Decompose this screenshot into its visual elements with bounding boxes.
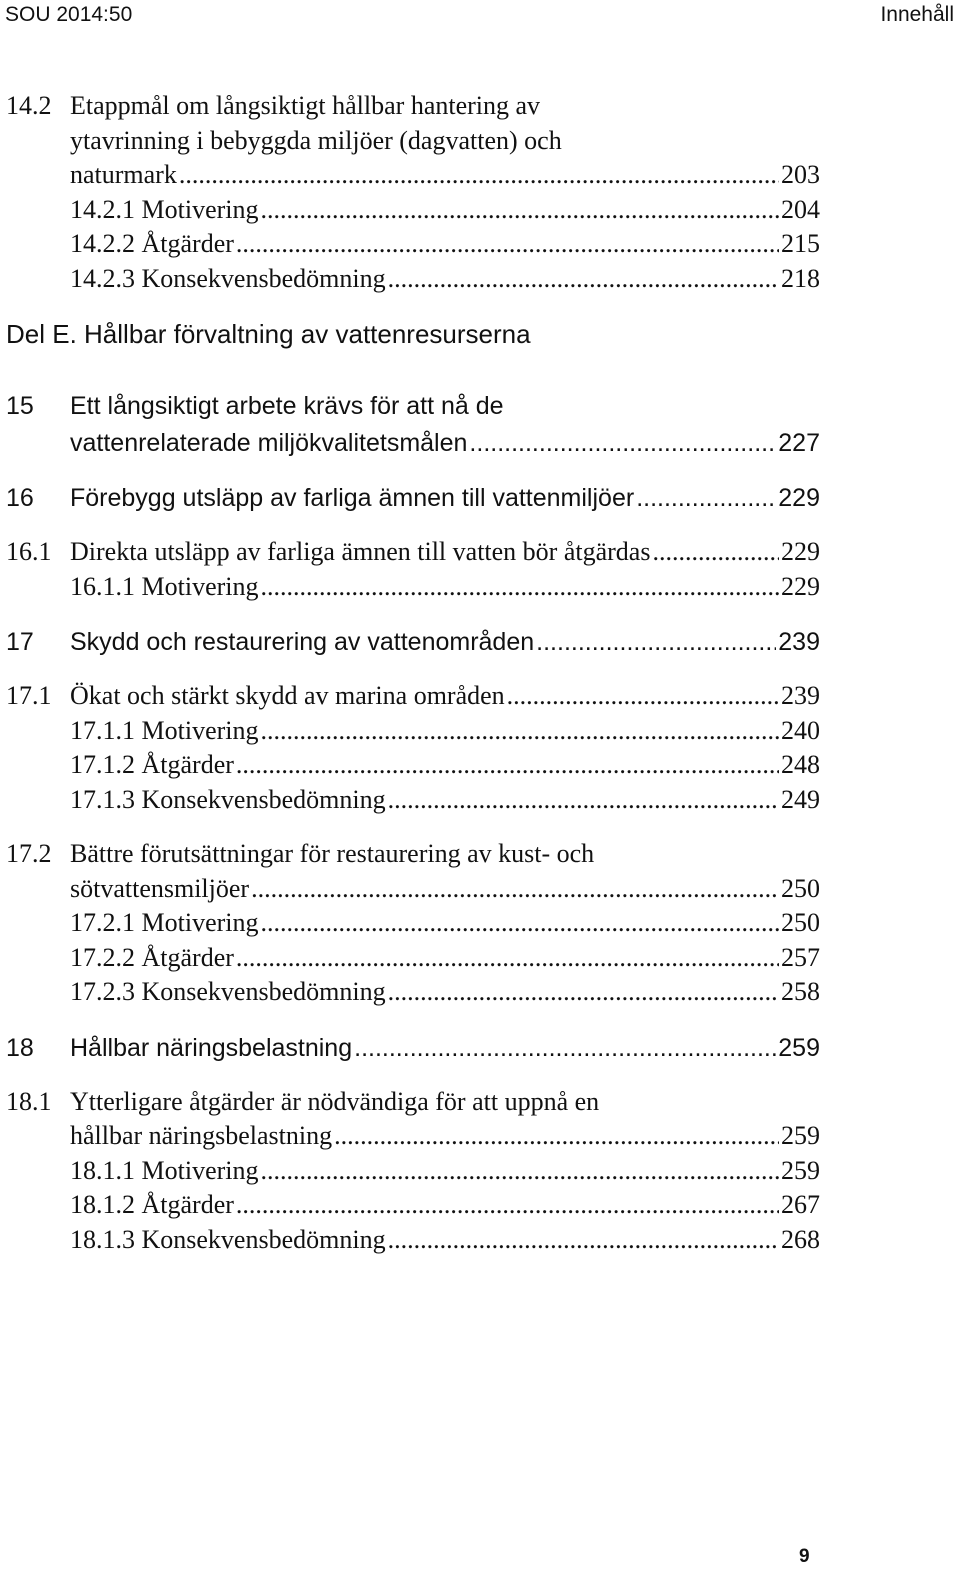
toc-dot-leader [236, 941, 779, 976]
toc-page-number: 259 [778, 1033, 820, 1062]
toc-entry-number: 17 [6, 628, 34, 656]
toc-entry-line [70, 975, 820, 1010]
toc-entry-title: ytavrinning i bebyggda miljöer (dagvatten) och [70, 125, 562, 155]
toc-entry-line [70, 480, 820, 517]
toc-dot-leader [261, 714, 780, 749]
toc-subsection-entry[interactable] [6, 714, 820, 749]
toc-entry-title: 18.1.2 Åtgärder [70, 1190, 234, 1219]
toc-entry-title: 17.1.2 Åtgärder [70, 750, 234, 779]
page-number: 9 [799, 1546, 810, 1567]
toc-entry-title: Ytterligare åtgärder är nödvändiga för att uppnå en [70, 1086, 600, 1116]
toc-dot-leader [334, 1119, 779, 1154]
toc-dot-leader [236, 748, 779, 783]
toc-entry-title: Ett långsiktigt arbete krävs för att nå de [70, 392, 504, 420]
toc-dot-leader [354, 1030, 776, 1067]
toc-entry-title: naturmark [70, 160, 177, 189]
toc-dot-leader [236, 227, 779, 262]
toc-entry-body [70, 388, 820, 462]
toc-page-number: 227 [778, 429, 820, 457]
toc-entry-title: Hållbar näringsbelastning [70, 1033, 353, 1062]
toc-section-entry[interactable] [6, 679, 820, 714]
toc-entry-body [70, 227, 820, 262]
toc-entry-body [70, 1030, 820, 1067]
toc-entry-number: 14.2 [6, 91, 52, 120]
toc-entry-line [70, 837, 820, 872]
toc-subsection-entry[interactable] [6, 1188, 820, 1223]
toc-entry-body [70, 1188, 820, 1223]
toc-section-entry[interactable] [6, 1085, 820, 1154]
toc-entry-body [70, 570, 820, 605]
toc-entry-body [70, 679, 820, 714]
toc-entry-title: 17.1.1 Motivering [70, 715, 259, 745]
toc-dot-leader [652, 535, 779, 570]
toc-dot-leader [536, 624, 776, 661]
toc-entry-line [70, 872, 820, 907]
toc-entry-number: 15 [6, 392, 34, 420]
toc-entry-body [70, 906, 820, 941]
toc-page-number: 229 [781, 537, 820, 566]
toc-entry-body [70, 837, 820, 906]
toc-entry-line [70, 624, 820, 661]
toc-entry-body [70, 748, 820, 783]
toc-entry-line [70, 906, 820, 941]
toc-entry-line [70, 748, 820, 783]
toc-entry-line [70, 714, 820, 749]
toc-entry-number: 17.1 [6, 681, 52, 710]
toc-entry-title: Skydd och restaurering av vattenområden [70, 628, 535, 656]
toc-page-number: 268 [781, 1224, 820, 1254]
toc-subsection-entry[interactable] [6, 193, 820, 228]
toc-dot-leader [388, 1223, 779, 1258]
toc-page-number: 229 [778, 484, 820, 512]
toc-entry-body [70, 1154, 820, 1189]
toc-entry-line [70, 783, 820, 818]
toc-entry-title: Ökat och stärkt skydd av marina områden [70, 681, 505, 710]
toc-subsection-entry[interactable] [6, 975, 820, 1010]
toc-dot-leader [388, 262, 779, 297]
toc-entry-line [70, 388, 820, 425]
toc-page-number: 249 [781, 784, 820, 814]
toc-entry-title: Förebygg utsläpp av farliga ämnen till vattenmiljöer [70, 484, 635, 512]
toc-entry-title: 14.2.3 Konsekvensbedömning [70, 263, 386, 293]
toc-dot-leader [236, 1188, 779, 1223]
toc-entry-line [70, 262, 820, 297]
toc-chapter-entry[interactable] [6, 388, 820, 462]
toc-dot-leader [469, 425, 776, 462]
toc-entry-line [70, 124, 820, 159]
toc-page-number: 248 [781, 750, 820, 779]
toc-entry-title: hållbar näringsbelastning [70, 1121, 333, 1150]
toc-page-number: 204 [781, 194, 820, 224]
toc-entry-body [70, 1223, 820, 1258]
toc-entry-line [70, 1223, 820, 1258]
toc-entry-line [70, 570, 820, 605]
toc-entry-line [70, 1188, 820, 1223]
toc-entry-line [70, 941, 820, 976]
toc-page-number: 239 [778, 628, 820, 656]
toc-dot-leader [261, 570, 780, 605]
toc-section-entry[interactable] [6, 837, 820, 906]
toc-subsection-entry[interactable] [6, 941, 820, 976]
toc-section-title: Del E. Hållbar förvaltning av vattenresurserna [6, 319, 531, 349]
toc-section-entry[interactable] [6, 89, 820, 193]
toc-entry-body [70, 941, 820, 976]
toc-entry-body [70, 624, 820, 661]
toc-entry-number: 18.1 [6, 1086, 52, 1116]
toc-chapter-entry[interactable] [6, 1030, 820, 1067]
toc-page-number: 240 [781, 715, 820, 745]
toc-entry-line [70, 535, 820, 570]
toc-entry-title: sötvattensmiljöer [70, 873, 250, 903]
toc-dot-leader [261, 906, 780, 941]
toc-entry-body [70, 89, 820, 193]
toc-entry-line [70, 227, 820, 262]
toc-entry-line [70, 158, 820, 193]
toc-page-number: 258 [781, 977, 820, 1006]
toc-subsection-entry[interactable] [6, 748, 820, 783]
toc-entry-number: 17.2 [6, 839, 52, 868]
toc-entry-body [70, 714, 820, 749]
toc-entry-title: 18.1.1 Motivering [70, 1155, 259, 1185]
toc-subsection-entry[interactable] [6, 783, 820, 818]
toc-page-number: 250 [781, 873, 820, 903]
toc-entry-line [70, 1154, 820, 1189]
toc-entry-title: 16.1.1 Motivering [70, 571, 259, 601]
toc-entry-line [70, 89, 820, 124]
toc-entry-title: Direkta utsläpp av farliga ämnen till vatten bör åtgärdas [70, 537, 651, 566]
toc-entry-title: Bättre förutsättningar för restaurering av kust- och [70, 839, 595, 868]
table-of-contents [0, 89, 960, 1277]
toc-entry-body [70, 1085, 820, 1154]
toc-page-number: 203 [781, 160, 820, 189]
running-header-right: Innehåll [880, 3, 954, 26]
toc-entry-number: 16 [6, 484, 34, 512]
toc-entry-title: Etappmål om långsiktigt hållbar hantering av [70, 91, 541, 120]
toc-entry-title: 17.2.1 Motivering [70, 908, 259, 937]
toc-dot-leader [179, 158, 779, 193]
toc-entry-line [70, 679, 820, 714]
toc-entry-body [70, 193, 820, 228]
toc-entry-title: 17.1.3 Konsekvensbedömning [70, 784, 386, 814]
toc-entry-line [70, 1030, 820, 1067]
toc-subsection-entry[interactable] [6, 570, 820, 605]
toc-entry-line [70, 1119, 820, 1154]
toc-page-number: 239 [781, 681, 820, 710]
toc-dot-leader [507, 679, 779, 714]
toc-entry-title: 17.2.2 Åtgärder [70, 942, 234, 972]
toc-entry-number: 16.1 [6, 537, 52, 566]
toc-entry-line [70, 193, 820, 228]
toc-entry-title: 17.2.3 Konsekvensbedömning [70, 977, 386, 1006]
toc-entry-title: vattenrelaterade miljökvalitetsmålen [70, 429, 468, 457]
toc-entry-body [70, 480, 820, 517]
toc-page-number: 259 [781, 1155, 820, 1185]
toc-dot-leader [636, 480, 776, 517]
toc-chapter-entry[interactable] [6, 480, 820, 517]
toc-page-number: 250 [781, 908, 820, 937]
toc-dot-leader [261, 1154, 780, 1189]
toc-entry-body [70, 975, 820, 1010]
toc-subsection-entry[interactable] [6, 262, 820, 297]
toc-entry-body [70, 262, 820, 297]
toc-entry-title: 18.1.3 Konsekvensbedömning [70, 1224, 386, 1254]
toc-entry-body [70, 783, 820, 818]
toc-page-number: 259 [781, 1121, 820, 1150]
toc-entry-line [70, 1085, 820, 1120]
toc-page-number: 215 [781, 229, 820, 258]
toc-entry-line [70, 425, 820, 462]
toc-subsection-entry[interactable] [6, 906, 820, 941]
toc-page-number: 229 [781, 571, 820, 601]
toc-page-number: 257 [781, 942, 820, 972]
toc-subsection-entry[interactable] [6, 227, 820, 262]
toc-subsection-entry[interactable] [6, 1223, 820, 1258]
toc-chapter-entry[interactable] [6, 624, 820, 661]
toc-dot-leader [388, 783, 779, 818]
toc-page-number: 267 [781, 1190, 820, 1219]
running-header-left: SOU 2014:50 [5, 3, 133, 26]
toc-entry-body [70, 535, 820, 570]
toc-section-entry[interactable] [6, 535, 820, 570]
toc-entry-title: 14.2.1 Motivering [70, 194, 259, 224]
toc-dot-leader [388, 975, 779, 1010]
toc-page-number: 218 [781, 263, 820, 293]
toc-entry-title: 14.2.2 Åtgärder [70, 229, 234, 258]
toc-subsection-entry[interactable] [6, 1154, 820, 1189]
toc-entry-number: 18 [6, 1033, 34, 1062]
toc-dot-leader [251, 872, 779, 907]
toc-dot-leader [261, 193, 780, 228]
